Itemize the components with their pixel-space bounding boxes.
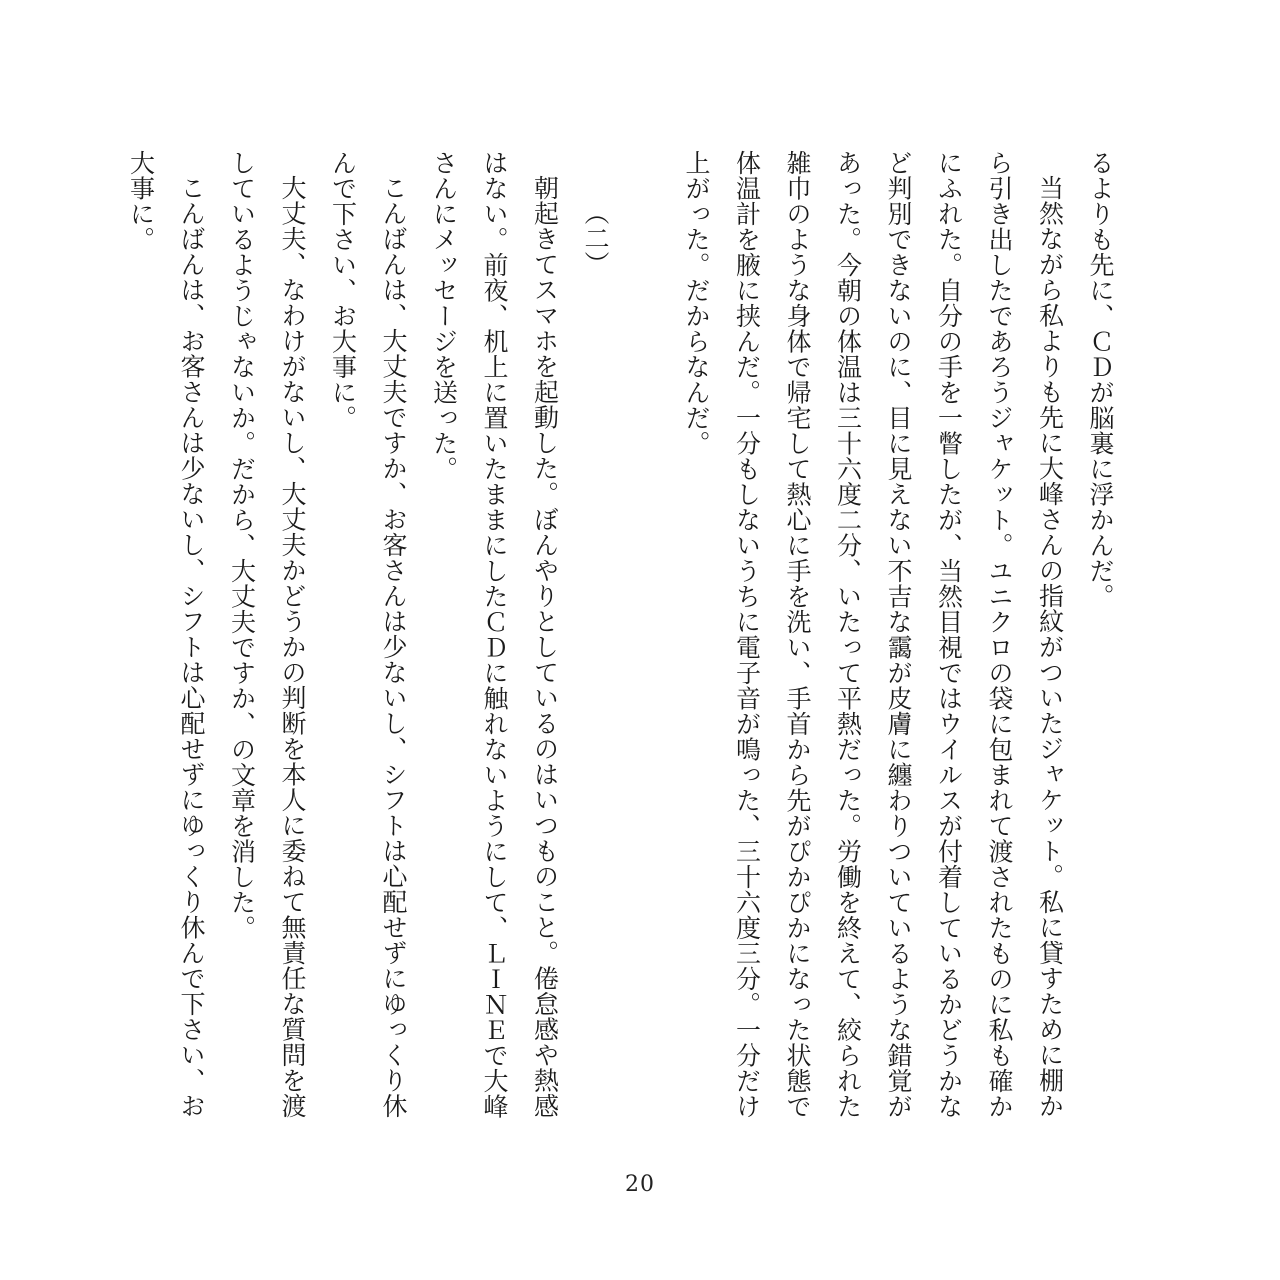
section-spacer xyxy=(620,150,671,1130)
paragraph-2: 当然ながら私よりも先に大峰さんの指紋がついたジャケット。私に貸すために棚から引き出したであろうジャケット。ユニクロの袋に包まれて渡されたものに私も確かにふれた。自分の手を一瞥したが、当然目視ではウイルスが付着しているかどうかなど判別できないのに、目に見えない不吉な靄が皮膚に纏わりついているような錯覚があった。今朝の体温は三十六度二分、いたって平熱だった。労働を終えて、絞られた雑巾のような身体で帰宅して熱心に手を洗い、手首から先がぴかぴかになった状態で体温計を腋に挟んだ。一分もしないうちに電子音が鳴った、三十六度三分。一分だけ上がった。だからなんだ。 xyxy=(682,150,1065,1119)
paragraph-5: 大丈夫、なわけがないし、大丈夫かどうかの判断を本人に委ねて無責任な質問を渡しているようじゃないか。だから、大丈夫ですか、の文章を消した。 xyxy=(227,150,307,1119)
page-number: 20 xyxy=(625,1172,655,1197)
section-heading: （二） xyxy=(581,200,610,277)
paragraph-4: こんばんは、大丈夫ですか、お客さんは少ないし、シフトは心配せずにゆっくり休んで下さい、お大事に。 xyxy=(328,150,408,1119)
paragraph-3: 朝起きてスマホを起動した。ぼんやりとしているのはいつものこと。倦怠感や熱感はない。前夜、机上に置いたままにしたＣＤに触れないようにして、ＬＩＮＥで大峰さんにメッセージを送った。 xyxy=(429,150,560,1119)
paragraph-6: こんばんは、お客さんは少ないし、シフトは心配せずにゆっくり休んで下さい、お大事に。 xyxy=(126,150,206,1119)
vertical-text-body xyxy=(126,150,1125,1130)
paragraph-1: るよりも先に、ＣＤが脳裏に浮かんだ。 xyxy=(1086,150,1115,609)
